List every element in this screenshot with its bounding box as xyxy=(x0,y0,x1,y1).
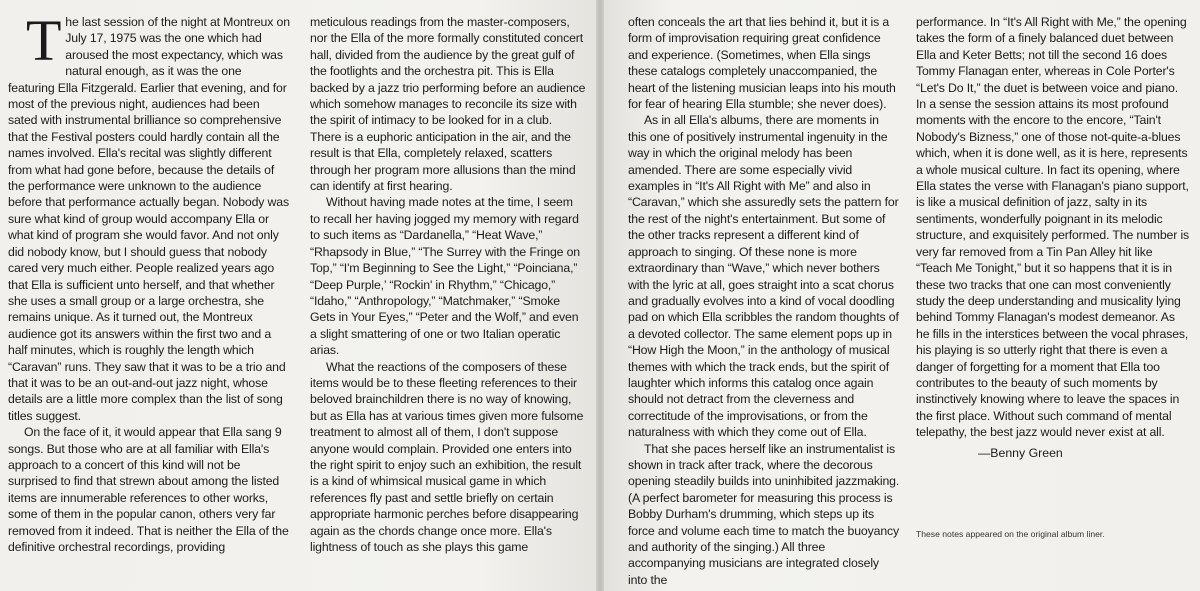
paragraph: On the face of it, it would appear that Ella sang 9 songs. But those who are at all familiar with Ella's approach to a concert of this kind will not be surprised to find that strewn about among the listed items are innumerable references to other works, some of them in the popular canon, others very far removed from it indeed. That is neither the Ella of the definitive orchestral recordings, providing xyxy=(8,425,289,554)
paragraph: often conceals the art that lies behind it, but it is a form of improvisation requiring great confidence and experience. (Sometimes, when Ella sings these catalogs completely unaccompanied, the heart of the listening musician leaps into his mouth for fear of hearing Ella stumble; she never does). xyxy=(628,15,896,112)
author-signature: —Benny Green xyxy=(978,446,1063,460)
text-column-2 xyxy=(310,14,586,555)
paragraph: he last session of the night at Montreux on July 17, 1975 was the one which had aroused the most expectancy, which was natural enough, as it was the one featuring Ella Fitzgerald. Earlier that evening, and for most of the previous night, audiences had been sated with instrumental brilliance so comprehensive that the Festival posters could hardly contain all the names involved. Ella's recital was slightly different from what had gone before, because the details of the performance were unknown to the audience before that performance actually began. Nobody was sure what kind of group would accompany Ella or what kind of program she would favor. And not only did nobody know, but I should guess that nobody cared very much either. People realized years ago that Ella is sufficient unto herself, and that whether she uses a small group or a large orchestra, she remains unique. As it turned out, the Montreux audience got its answers within the first two and a half minutes, which is roughly the length which “Caravan” runs. They saw that it was to be a trio and that it was to be an out-and-out jazz night, whose details are a little more complex than the list of song titles suggest. xyxy=(8,15,290,423)
paragraph: meticulous readings from the master-composers, nor the Ella of the more formally constituted concert hall, divided from the audience by the great gulf of the footlights and the orchestra pit. This is Ella backed by a jazz trio performing before an audience which somehow manages to reconcile its size with the spirit of intimacy to be looked for in a club. There is a euphoric anticipation in the air, and the result is that Ella, completely relaxed, scatters through her program more allusions than the mind can identify at first hearing. xyxy=(310,15,586,194)
paragraph: performance. In “It's All Right with Me,” the opening takes the form of a finely balanced duet between Ella and Keter Betts; not till the second 16 does Tommy Flanagan enter, whereas in Cole Porter's “Let's Do It,” the duet is between voice and piano. In a sense the session attains its most profound moments with the encore to the encore, “Tain't Nobody's Bizness,” one of those not-quite-a-blues which, when it is done well, as it is here, represents a whole musical culture. In fact its opening, where Ella states the verse with Flanagan's piano support, is like a musical definition of jazz, salty in its sentiments, wonderfully poignant in its melodic structure, and exquisitely performed. The number is very far removed from a Tin Pan Alley hit like “Teach Me Tonight,” but it so happens that it is in these two tracks that one can most conveniently study the deep understanding and musicality lying behind Tommy Flanagan's modest demeanor. As he fills in the interstices between the vocal phrases, his playing is so utterly right that there is even a danger of forgetting for a moment that Ella too contributes to the beauty of such moments by instinctively knowing where to leave the spaces in the first place. Without such command of mental telepathy, the best jazz would never exist at all. xyxy=(916,15,1190,440)
text-column-4 xyxy=(916,14,1190,441)
paragraph: Without having made notes at the time, I seem to recall her having jogged my memory with regard to such items as “Dardanella,” “Heat Wave,” “Rhapsody in Blue,” “The Surrey with the Fringe on Top,” “I'm Beginning to See the Light,” “Poinciana,” “Deep Purple,’ “Rockin' in Rhythm,” “Chicago,” “Idaho,” “Anthropology,” “Matchmaker,” “Smoke Gets in Your Eyes,” “Peter and the Wolf,” and even a slight smattering of one or two Italian operatic arias. xyxy=(310,195,580,358)
paragraph: As in all Ella's albums, there are moments in this one of positively instrumental ingenuity in the way in which the original melody has been amended. There are some especially vivid examples in “It's All Right with Me” and also in “Caravan,” which she assuredly sets the pattern for the rest of the night's entertainment. But some of the other tracks represent a different kind of approach to singing. Of these none is more extraordinary than “Wave,” which never bothers with the lyric at all, goes straight into a scat chorus and gradually evolves into a kind of vocal doodling pad on which Ella scribbles the random thoughts of a devoted collector. The same element pops up in “How High the Moon,” in the anthology of musical themes with which the track ends, but the spirit of laughter which informs this catalog once again should not detract from the cleverness and correctitude of the improvisations, or from the naturalness with which they come out of Ella. xyxy=(628,113,899,440)
paragraph: What the reactions of the composers of these items would be to these fleeting references to their beloved brainchildren there is no way of knowing, but as Ella has at various times given more fulsome treatment to almost all of them, I don't suppose anyone would complain. Provided one enters into the right spirit to enjoy such an exhibition, the result is a kind of whimsical musical game in which references fly past and settle briefly on certain appropriate harmonic perches before disappearing again as the chords change once more. Ella's lightness of touch as she plays this game xyxy=(310,359,584,554)
paragraph: That she paces herself like an instrumentalist is shown in track after track, where the decorous opening steadily builds into uninhibited jazzmaking. (A perfect barometer for measuring this process is Bobby Durham's drumming, which steps up its force and volume each time to match the buoyancy and authority of the singing.) All three accompanying musicians are integrated closely into the xyxy=(628,441,900,587)
page-gutter xyxy=(596,0,604,591)
footnote: These notes appeared on the original album liner. xyxy=(916,529,1105,539)
text-column-3 xyxy=(628,14,900,588)
text-column-1 xyxy=(8,8,290,555)
drop-cap: T xyxy=(26,8,62,73)
